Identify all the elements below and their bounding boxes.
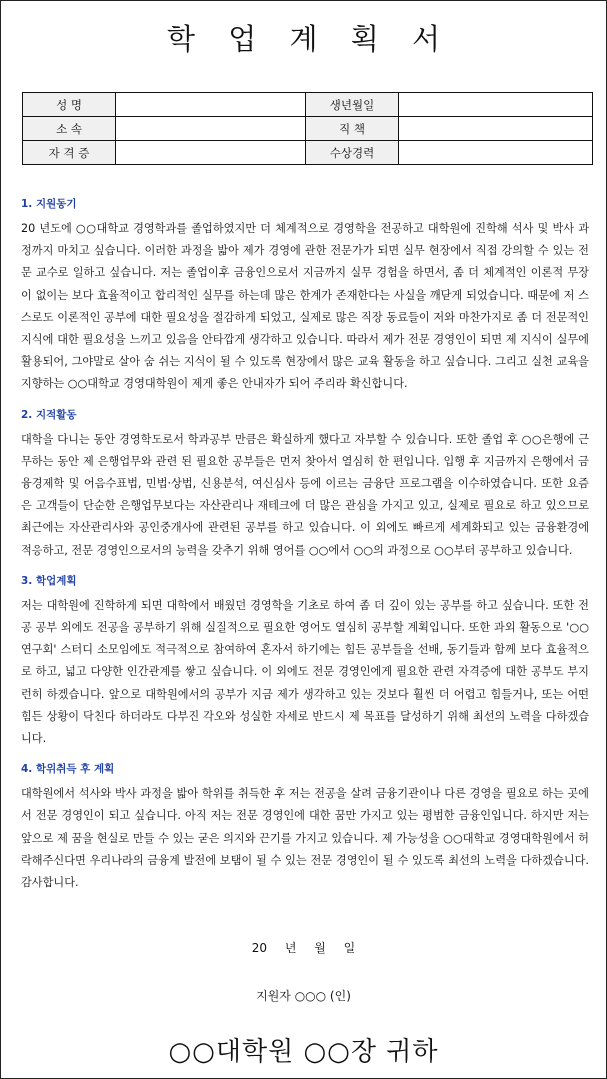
info-row-certificates [23,141,593,165]
section-heading-motivation: 1. 지원동기 [21,198,77,210]
section-body-motivation: 20 년도에 ○○대학교 경영학과를 졸업하였지만 더 체계적으로 경영학을 전공하고 대학원에 진학해 석사 및 박사 과정까지 마치고 싶습니다. 이러한 과정을 밟아 제가 경영에 관한 전문가가 되면 실무 현장에서 직접 강의할 수 있는 전문 교수로 일하고 싶습니다. 저는 졸업이후 금융인으로서 지금까지 실무 경험을 하면서, 좀 더 체계적인 이론적 무장이 없이는 보다 효율적이고 합리적인 실무를 하는데 많은 한계가 존재한다는 사실을 깨닫게 되었습니다. 때문에 저 스스로도 이론적인 공부에 대한 필요성을 절감하게 되었고, 실제로 많은 직장 동료들이 저와 마찬가지로 좀 더 전문적인 지식에 대한 필요성을 느끼고 있음을 안타깝게 생각하고 있습니다. 따라서 제가 전문 경영인이 되면 제 지식이 실무에 활용되어, 그야말로 살아 숨 쉬는 지식이 될 수 있도록 현장에서 많은 교육 활동을 하고 싶습니다. 그리고 실천 교육을 지향하는 ○○대학교 경영대학원이 제게 좋은 안내자가 되어 주리라 확신합니다. [21,222,589,391]
label-name: 성 명 [23,93,116,117]
info-row-name [23,93,593,117]
field-affiliation [116,117,306,141]
section-body-intellectual-activity: 대학을 다니는 동안 경영학도로서 학과공부 만큼은 확실하게 했다고 자부할 수 있습니다. 또한 졸업 후 ○○은행에 근무하는 동안 제 은행업무와 관련 된 필요한 공부들은 먼저 찾아서 열심히 한 편입니다. 입행 후 지금까지 은행에서 금융경제학 및 어음수표법, 민법·상법, 신용분석, 여신심사 등에 이르는 금융단 프로그램을 이수하였습니다. 또한 요즘은 고객들이 단순한 은행업무보다는 자산관리나 재테크에 더 많은 관심을 가지고 있고, 실제로 필요로 하고 있으므로 최근에는 자산관리사와 공인중개사에 관련된 공부를 하고 있습니다. 이 외에도 빠르게 세계화되고 있는 금융환경에 적응하고, 전문 경영인으로서의 능력을 갖추기 위해 영어를 ○○에서 ○○의 과정으로 ○○부터 공부하고 있습니다. [21,432,589,557]
field-position [399,117,593,141]
plan-sections [21,195,589,904]
section-heading-intellectual-activity: 2. 지적활동 [21,408,77,421]
field-birthdate [399,93,593,117]
label-awards: 수상경력 [306,141,399,165]
info-row-affiliation [23,117,593,141]
field-name [116,93,306,117]
section-heading-post-degree-plan: 4. 학위취득 후 계획 [21,763,115,776]
label-certificates: 자 격 증 [23,141,116,165]
document-title: 학 업 계 획 서 [167,22,452,56]
field-awards [399,141,593,165]
section-body-post-degree-plan: 대학원에서 석사와 박사 과정을 밟아 학위를 취득한 후 저는 전공을 살려 금융기관이나 다른 경영을 필요로 하는 곳에서 전문 경영인이 되고 싶습니다. 아직 저는 전문 경영인에 대한 꿈만 가지고 있는 평범한 금융인입니다. 하지만 저는 앞으로 제 꿈을 현실로 만들 수 있는 굳은 의지와 끈기를 가지고 있습니다. 제 가능성을 ○○대학교 경영대학원에서 허락해주신다면 우리나라의 금융계 발전에 보탬이 될 수 있는 전문 경영인이 될 수 있도록 최선의 노력을 다하겠습니다. 감사합니다. [21,787,589,890]
applicant-info-table [22,92,593,165]
addressee-line: ○○대학원 ○○장 귀하 [168,1037,439,1067]
label-position: 직 책 [306,117,399,141]
section-heading-study-plan: 3. 학업계획 [21,574,77,587]
label-birthdate: 생년월일 [306,93,399,117]
date-line [1,939,606,956]
section-body-study-plan: 저는 대학원에 진학하게 되면 대학에서 배웠던 경영학을 기초로 하여 좀 더 깊이 있는 공부를 하고 싶습니다. 또한 전공 공부 외에도 전공을 공부하기 위해 실질적으로 필요한 영어도 열심히 공부할 계획입니다. 또한 과외 활동으로 '○○연구회' 스터디 소모임에도 적극적으로 참여하여 혼자서 하기에는 힘든 공부들을 선배, 동기들과 함께 보다 효율적으로 하고, 넓고 다양한 인간관계를 쌓고 싶습니다. 이 외에도 전문 경영인에게 필요한 관련 자격증에 대한 공부도 부지런히 하겠습니다. 앞으로 대학원에서의 공부가 지금 제가 생각하고 있는 것보다 훨씬 더 어렵고 힘들거나, 또는 어떤 힘든 상황이 닥친다 하더라도 다부진 각오와 성실한 자세로 반드시 제 목표를 달성하기 위해 최선의 노력을 다하겠습니다. [21,598,589,746]
field-certificates [116,141,306,165]
signature-line: 지원자 ○○○ (인) [256,989,351,1003]
date-text: 20 년 월 일 [251,941,356,955]
label-affiliation: 소 속 [23,117,116,141]
